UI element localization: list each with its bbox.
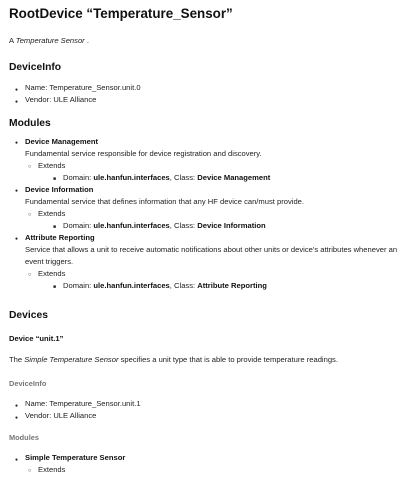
page-title: RootDevice “Temperature_Sensor” <box>9 6 233 21</box>
domain-label: Domain: <box>63 172 92 182</box>
domain-item: ■ Domain: ule.hanfun.interfaces, Class: Device Management <box>34 172 411 184</box>
extends-list <box>9 464 411 476</box>
module-item <box>9 136 411 184</box>
domain-value: ule.hanfun.interfaces <box>93 172 170 182</box>
device-desc-term: Simple Temperature Sensor <box>24 355 119 365</box>
list-item <box>9 82 411 94</box>
domain-item: ■ Domain: ule.hanfun.interfaces, Class: Device Information <box>34 220 411 232</box>
domain-label: Domain: <box>63 280 92 290</box>
device-modules-list <box>9 452 411 476</box>
module-name: Device Management <box>25 136 99 146</box>
devices-heading: Devices <box>9 309 48 321</box>
domain-value: ule.hanfun.interfaces <box>93 220 170 230</box>
domain-value: ule.hanfun.interfaces <box>93 280 170 290</box>
extends-label: Extends <box>38 160 66 170</box>
device-heading: Device “unit.1” <box>9 333 64 343</box>
module-name: Attribute Reporting <box>25 232 95 242</box>
domain-list <box>34 280 411 292</box>
info-value: ULE Alliance <box>53 411 97 421</box>
extends-label: Extends <box>38 268 66 278</box>
extends-list <box>9 208 411 232</box>
class-value: Device Management <box>197 172 271 182</box>
modules-list <box>9 136 411 292</box>
module-name: Device Information <box>25 184 94 194</box>
list-item <box>9 94 411 106</box>
info-value: Temperature_Sensor.unit.1 <box>49 399 141 409</box>
module-name: Simple Temperature Sensor <box>25 453 126 463</box>
class-value: Device Information <box>197 220 266 230</box>
module-item <box>9 452 411 476</box>
device-desc-prefix: The <box>9 355 25 365</box>
intro-text <box>9 36 411 45</box>
domain-item: ■ Domain: ule.hanfun.interfaces, Class: Attribute Reporting <box>34 280 411 292</box>
extends-label: Extends <box>38 208 66 218</box>
extends-list <box>9 160 411 184</box>
extends-label: Extends <box>38 465 66 475</box>
info-label: Name: <box>25 399 48 409</box>
extends-list <box>9 268 411 292</box>
domain-label: Domain: <box>63 220 92 230</box>
extends-item <box>9 268 411 292</box>
extends-item <box>9 464 411 476</box>
domain-list <box>34 220 411 232</box>
class-label: Class: <box>174 172 196 182</box>
class-label: Class: <box>174 280 196 290</box>
class-label: Class: <box>174 220 196 230</box>
deviceinfo-heading: DeviceInfo <box>9 62 62 74</box>
module-item <box>9 184 411 232</box>
info-label: Vendor: <box>25 95 52 105</box>
info-value: Temperature_Sensor.unit.0 <box>49 83 141 93</box>
list-item <box>9 410 411 422</box>
info-label: Vendor: <box>25 411 52 421</box>
root-deviceinfo-list <box>9 82 411 106</box>
intro-suffix: . <box>84 35 89 45</box>
module-description: Fundamental service that defines information that any HF device can/must provide. <box>25 196 304 206</box>
intro-term: Temperature Sensor <box>15 35 85 45</box>
module-description: Fundamental service responsible for device registration and discovery. <box>25 148 262 158</box>
domain-list <box>34 172 411 184</box>
module-item <box>9 232 411 292</box>
device-deviceinfo-list <box>9 398 411 422</box>
info-label: Name: <box>25 83 48 93</box>
info-value: ULE Alliance <box>53 95 97 105</box>
device-modules-heading: Modules <box>9 433 39 443</box>
device-deviceinfo-heading: DeviceInfo <box>9 378 47 388</box>
modules-heading: Modules <box>9 118 51 130</box>
class-value: Attribute Reporting <box>197 280 267 290</box>
extends-item <box>9 160 411 184</box>
device-desc-suffix: specifies a unit type that is able to provide temperature readings. <box>118 355 338 365</box>
device-description <box>9 355 411 364</box>
module-description: Service that allows a unit to receive automatic notifications about other units or device's attributes whenever an event triggers. <box>25 244 398 266</box>
intro-prefix: A <box>9 35 16 45</box>
list-item <box>9 398 411 410</box>
extends-item <box>9 208 411 232</box>
